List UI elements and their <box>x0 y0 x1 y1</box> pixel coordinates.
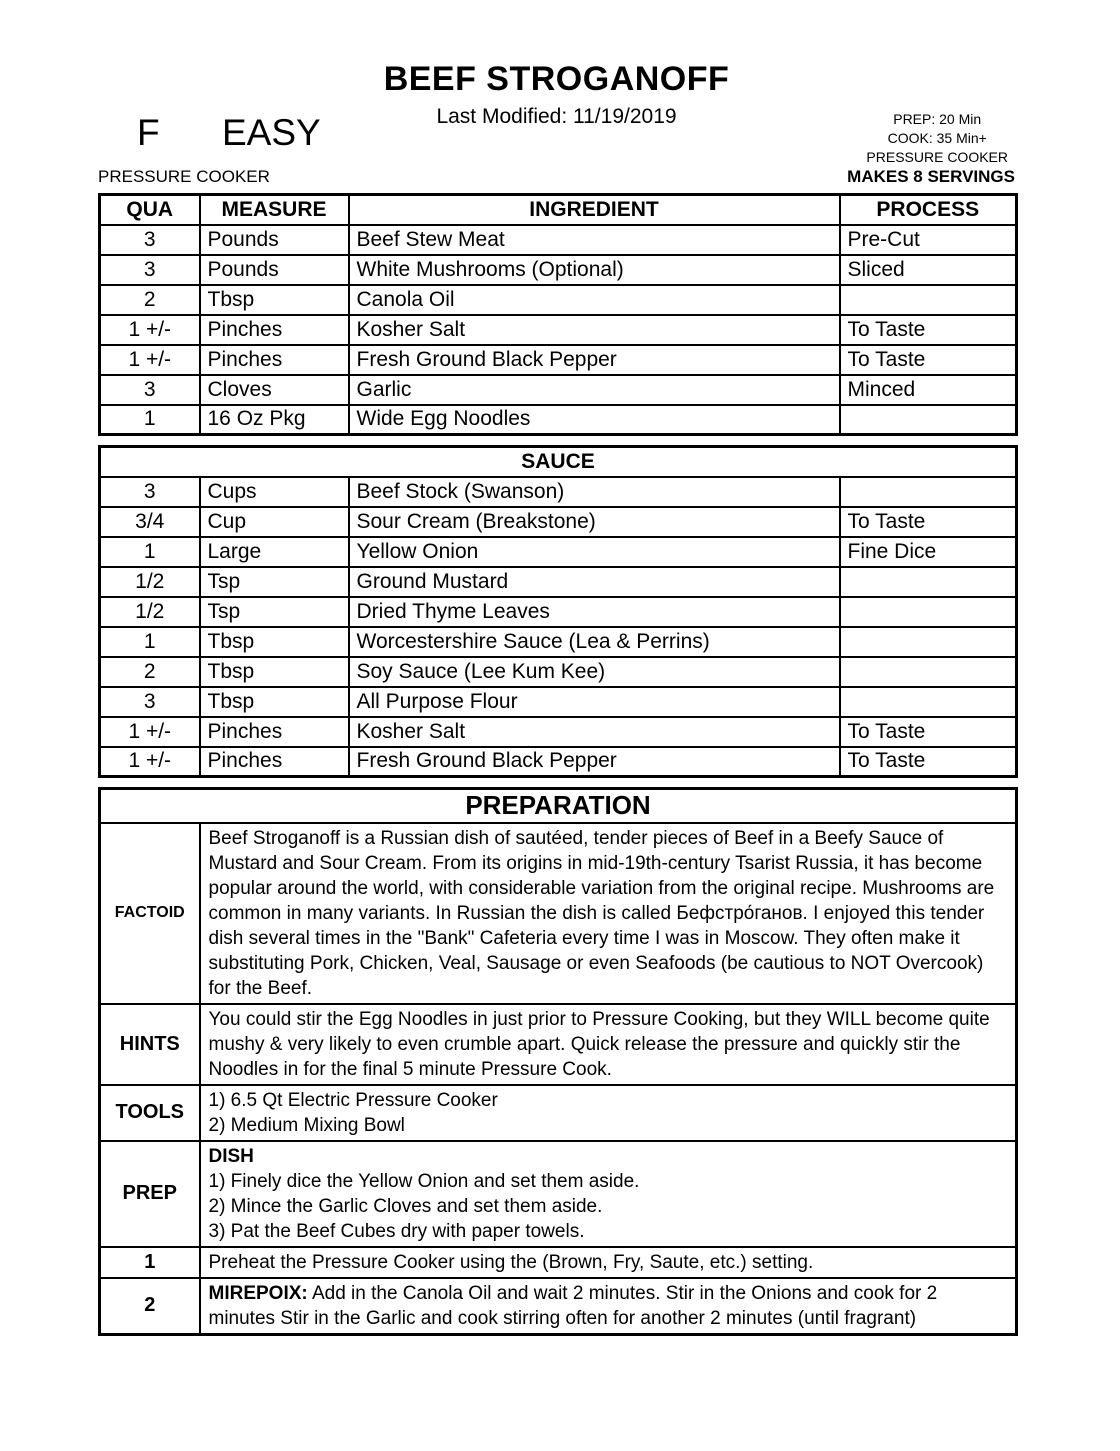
cell-qua: 3 <box>100 477 200 507</box>
cell-measure: Cups <box>200 477 349 507</box>
cook-time: COOK: 35 Min+ <box>887 130 987 146</box>
cell-ingredient: Wide Egg Noodles <box>349 405 840 435</box>
table-row <box>100 225 1017 255</box>
text-line: Beef Stroganoff is a Russian dish of sautéed, tender pieces of Beef in a Beefy Sauce of Mustard and Sour Cream. From its origins in mid-19th-century Tsarist Russia, it has become popular around the world, with considerable variation from the original recipe. Mushrooms are common in many variants. In Russian the dish is called Бефстро́ганов. I enjoyed this tender dish several times in the "Bank" Cafeteria every time I was in Moscow. They often make it substituting Pork, Chicken, Veal, Sausage or even Seafoods (be cautious to NOT Overcook) for the Beef. <box>208 827 995 999</box>
difficulty-label: EASY <box>222 112 321 153</box>
cell-qua: 1 +/- <box>100 315 200 345</box>
cell-qua: 1 <box>100 537 200 567</box>
cell-process: Fine Dice <box>840 537 1017 567</box>
cell-qua: 1/2 <box>100 567 200 597</box>
cell-measure: Tbsp <box>200 687 349 717</box>
table-row <box>100 747 1017 777</box>
cell-process <box>840 405 1017 435</box>
table-row <box>100 405 1017 435</box>
cell-qua: 1 <box>100 627 200 657</box>
cell-qua: 3 <box>100 225 200 255</box>
preparation-row-label: FACTOID <box>100 823 200 1004</box>
text-line: Preheat the Pressure Cooker using the (Brown, Fry, Saute, etc.) setting. <box>208 1251 814 1273</box>
preparation-row-text <box>200 1141 1017 1247</box>
text-line: 3) Pat the Beef Cubes dry with paper towels. <box>208 1220 585 1242</box>
sauce-section-title: SAUCE <box>100 447 1017 477</box>
table-row <box>100 537 1017 567</box>
preparation-row-label: HINTS <box>100 1004 200 1085</box>
cell-process <box>840 687 1017 717</box>
cell-ingredient: Beef Stew Meat <box>349 225 840 255</box>
cell-ingredient: Sour Cream (Breakstone) <box>349 507 840 537</box>
cell-measure: Pounds <box>200 225 349 255</box>
preparation-row-label: TOOLS <box>100 1085 200 1141</box>
cell-qua: 3 <box>100 375 200 405</box>
table-row <box>100 255 1017 285</box>
page-title: BEEF STROGANOFF <box>383 60 730 98</box>
preparation-row <box>100 1141 1017 1247</box>
cell-measure: Tsp <box>200 567 349 597</box>
cell-qua: 2 <box>100 285 200 315</box>
cell-process <box>840 477 1017 507</box>
cell-measure: Tbsp <box>200 627 349 657</box>
cell-ingredient: Fresh Ground Black Pepper <box>349 345 840 375</box>
cook-method: PRESSURE COOKER <box>866 149 1008 165</box>
prep-time: PREP: 20 Min <box>893 111 982 127</box>
cell-measure: 16 Oz Pkg <box>200 405 349 435</box>
preparation-row-text <box>200 1247 1017 1278</box>
table-row <box>100 687 1017 717</box>
column-header-measure: MEASURE <box>200 195 349 225</box>
cell-process <box>840 627 1017 657</box>
cell-process: To Taste <box>840 345 1017 375</box>
grade-label: F <box>137 112 160 153</box>
cell-measure: Cloves <box>200 375 349 405</box>
cell-qua: 1 <box>100 405 200 435</box>
cell-qua: 2 <box>100 657 200 687</box>
cell-qua: 1 +/- <box>100 717 200 747</box>
preparation-header-row <box>100 789 1017 823</box>
cell-ingredient: Ground Mustard <box>349 567 840 597</box>
preparation-row-text <box>200 1278 1017 1335</box>
cell-measure: Pounds <box>200 255 349 285</box>
preparation-row <box>100 823 1017 1004</box>
text-line: 2) Mince the Garlic Cloves and set them aside. <box>208 1195 603 1217</box>
sauce-header-row <box>100 447 1017 477</box>
text-line: 1) 6.5 Qt Electric Pressure Cooker <box>208 1089 498 1111</box>
table-row <box>100 375 1017 405</box>
ingredients-table <box>98 193 1018 436</box>
text-line: MIREPOIX: Add in the Canola Oil and wait 2 minutes. Stir in the Onions and cook for 2 minutes Stir in the Garlic and cook stirring often for another 2 minutes (until fragrant) <box>208 1282 938 1329</box>
cell-process <box>840 597 1017 627</box>
cell-qua: 1 +/- <box>100 345 200 375</box>
table-row <box>100 627 1017 657</box>
table-row <box>100 477 1017 507</box>
table-row <box>100 657 1017 687</box>
cell-measure: Tbsp <box>200 657 349 687</box>
cell-process: To Taste <box>840 717 1017 747</box>
cell-qua: 3/4 <box>100 507 200 537</box>
cell-ingredient: Beef Stock (Swanson) <box>349 477 840 507</box>
column-header-ingredient: INGREDIENT <box>349 195 840 225</box>
preparation-row-label: PREP <box>100 1141 200 1247</box>
cell-measure: Pinches <box>200 345 349 375</box>
cell-process: Minced <box>840 375 1017 405</box>
table-row <box>100 285 1017 315</box>
ingredients-header-row <box>100 195 1017 225</box>
preparation-table <box>98 787 1018 1336</box>
cell-ingredient: Yellow Onion <box>349 537 840 567</box>
sauce-table <box>98 445 1018 778</box>
cell-ingredient: Fresh Ground Black Pepper <box>349 747 840 777</box>
servings-label: MAKES 8 SERVINGS <box>847 167 1015 186</box>
cell-process: To Taste <box>840 507 1017 537</box>
text-line: 1) Finely dice the Yellow Onion and set them aside. <box>208 1170 640 1192</box>
cell-measure: Pinches <box>200 747 349 777</box>
preparation-row-label: 1 <box>100 1247 200 1278</box>
cell-measure: Pinches <box>200 315 349 345</box>
table-row <box>100 315 1017 345</box>
time-info-block <box>866 110 1008 167</box>
last-modified: Last Modified: 11/19/2019 <box>436 105 677 128</box>
table-row <box>100 567 1017 597</box>
meta-row <box>98 167 1015 187</box>
cell-process: Sliced <box>840 255 1017 285</box>
table-row <box>100 345 1017 375</box>
cell-process: Pre-Cut <box>840 225 1017 255</box>
preparation-row-text <box>200 1085 1017 1141</box>
cell-process: To Taste <box>840 315 1017 345</box>
preparation-row-label: 2 <box>100 1278 200 1335</box>
cell-process <box>840 285 1017 315</box>
preparation-row <box>100 1278 1017 1335</box>
column-header-qua: QUA <box>100 195 200 225</box>
text-line: 2) Medium Mixing Bowl <box>208 1114 405 1136</box>
cell-ingredient: Kosher Salt <box>349 315 840 345</box>
cell-measure: Tbsp <box>200 285 349 315</box>
cell-ingredient: Soy Sauce (Lee Kum Kee) <box>349 657 840 687</box>
cell-process <box>840 567 1017 597</box>
cell-ingredient: Garlic <box>349 375 840 405</box>
text-line: You could stir the Egg Noodles in just prior to Pressure Cooking, but they WILL become quite mushy & very likely to even crumble apart. Quick release the pressure and quickly stir the Noodles in for the final 5 minute Pressure Cook. <box>208 1008 990 1080</box>
table-row <box>100 507 1017 537</box>
preparation-row <box>100 1085 1017 1141</box>
cell-qua: 1 +/- <box>100 747 200 777</box>
text-line: DISH <box>208 1145 254 1167</box>
cell-measure: Large <box>200 537 349 567</box>
preparation-section-title: PREPARATION <box>100 789 1017 823</box>
preparation-row <box>100 1247 1017 1278</box>
cell-process <box>840 657 1017 687</box>
table-row <box>100 597 1017 627</box>
cell-qua: 1/2 <box>100 597 200 627</box>
cell-measure: Cup <box>200 507 349 537</box>
cell-qua: 3 <box>100 687 200 717</box>
cell-qua: 3 <box>100 255 200 285</box>
cell-ingredient: All Purpose Flour <box>349 687 840 717</box>
cell-process: To Taste <box>840 747 1017 777</box>
cell-ingredient: Worcestershire Sauce (Lea & Perrins) <box>349 627 840 657</box>
preparation-row <box>100 1004 1017 1085</box>
cell-measure: Pinches <box>200 717 349 747</box>
table-row <box>100 717 1017 747</box>
preparation-row-text <box>200 823 1017 1004</box>
cell-ingredient: Dried Thyme Leaves <box>349 597 840 627</box>
cell-ingredient: White Mushrooms (Optional) <box>349 255 840 285</box>
cell-ingredient: Canola Oil <box>349 285 840 315</box>
cell-ingredient: Kosher Salt <box>349 717 840 747</box>
cell-measure: Tsp <box>200 597 349 627</box>
column-header-process: PROCESS <box>840 195 1017 225</box>
category-label: PRESSURE COOKER <box>98 167 270 186</box>
preparation-row-text <box>200 1004 1017 1085</box>
